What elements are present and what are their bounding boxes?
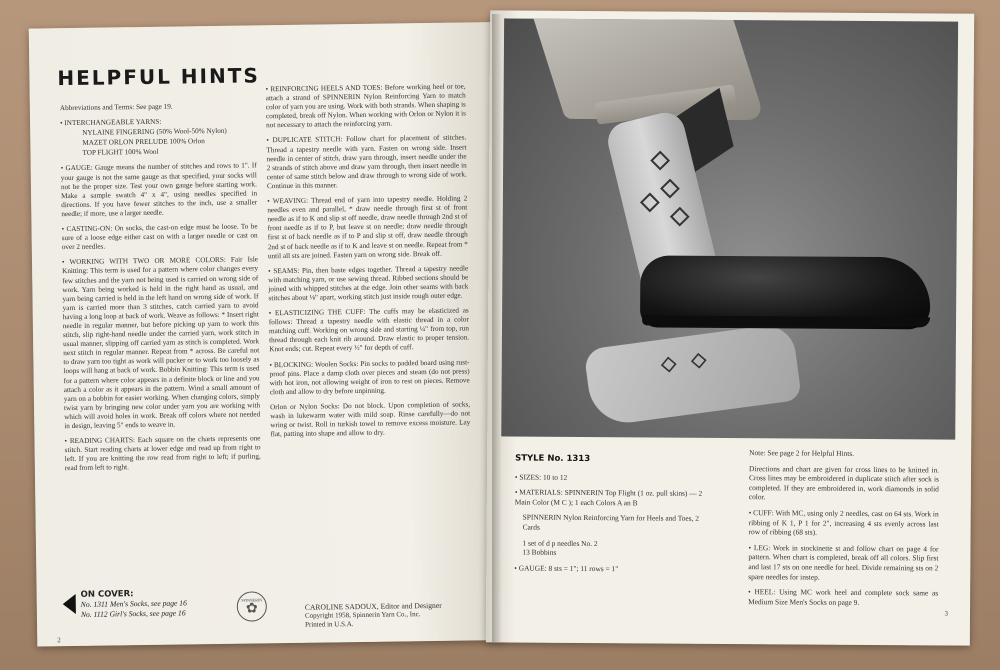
editor-credit: CAROLINE SADOUX, Editor and Designer [304, 600, 442, 612]
seams-hint: • SEAMS: Pin, then baste edges together. Thread a tapestry needle with matching yarn, or use sewing thread. Ribbed sections should be joined with whipped stitches at the edge. Join other seams with back stitches about ⅛" apart, working stitch just inside rough outer edge. [268, 264, 469, 303]
logo-text: SPINNERIN [241, 596, 263, 603]
arrow-left-icon [63, 594, 76, 614]
yarn-item: MAZET ORLON PRELUDE 100% Orlon [82, 137, 205, 148]
shoe-sole [642, 315, 930, 327]
cuff-text: • CUFF: With MC, using only 2 needles, cast on 64 sts. Work in ribbing of K 1, P 1 for 2", increasing 4 sts evenly across last row of ribbing (68 sts). [748, 508, 939, 537]
gauge-text: • GAUGE: 8 sts = 1"; 11 rows = 1" [514, 563, 619, 573]
orlon-nylon-hint: Orlon or Nylon Socks: Do not block. Upon completion of socks, wash in lukewarm water with mild soap. Rinse carefully—do not wring or twist. Roll in turkish towel to remove excess moisture. Lay flat, patting into shape and allow to dry. [269, 400, 471, 439]
bobbins-text: 13 Bobbins [522, 547, 557, 557]
sock-photo [501, 18, 958, 439]
heel-text: • HEEL: Using MC work heel and complete sock same as Medium Size Men's Socks on page 9. [748, 587, 939, 607]
style-number: STYLE No. 1313 [515, 453, 591, 465]
folded-sock [583, 322, 801, 427]
spinner-icon: ✿ [245, 600, 258, 617]
blocking-hint: • BLOCKING: Woolen Socks: Pin socks to padded board using rust-proof pins. Place a damp cloth over pieces and steam (do not press) with hot iron, not allowing weight of iron to rest on pieces. Remove cloth and allow to dry before unpinning. [269, 357, 470, 397]
abbreviations-text: Abbreviations and Terms: See page 19. [59, 102, 173, 113]
casting-on-hint: • CASTING-ON: On socks, the cast-on edge must be loose. To be sure of a loose edge either cast on with a larger needle or cast on over 2 needles. [61, 222, 258, 252]
yarn-item: TOP FLIGHT 100% Wool [82, 148, 159, 158]
reading-charts-hint: • READING CHARTS: Each square on the charts represents one stitch. Start reading charts at lower edge and read up from right to left. If you are knitting the row read from right to left; if purling, read from left to right. [64, 434, 261, 473]
gauge-hint: • GAUGE: Gauge means the number of stitches and rows to 1". If your gauge is not the same gauge as that specified, your socks will not be the proper size. Test your own gauge before starting work. Make a sample swatch 4" x 4", using needles specified in directions. If you have fewer stitches to the inch, use a smaller needle; if more, use a larger needle. [60, 161, 258, 219]
page-number: 3 [944, 609, 949, 618]
on-cover-line: No. 1311 Men's Socks, see page 16 [80, 598, 187, 609]
note-text: Note: See page 2 for Helpful Hints. [749, 448, 855, 458]
sizes-text: • SIZES: 10 to 12 [514, 472, 568, 482]
duplicate-stitch-hint: • DUPLICATE STITCH: Follow chart for placement of stitches. Thread a tapestry needle with yarn. Fasten on wrong side. Insert needle in center of stitch, draw yarn through, insert needle under the 2 strands of stitch above and draw yarn through, then insert needle in center of same stitch below and draw through to wrong side of work. Continue in this manner. [266, 133, 467, 191]
printed-text: Printed in U.S.A. [305, 620, 354, 629]
on-cover-box [81, 588, 188, 619]
left-column-2 [266, 82, 471, 445]
yarn-item: NYLAINE FINGERING (50% Wool-50% Nylon) [82, 126, 227, 138]
on-cover-line: No. 1112 Girl's Socks, see page 16 [80, 608, 186, 619]
needles-text: 1 set of d p needles No. 2 [522, 538, 598, 548]
nylon-yarn-text: SPINNERIN Nylon Reinforcing Yarn for Heels and Toes, 2 Cards [522, 512, 699, 532]
interchangeable-yarns-heading: • INTERCHANGEABLE YARNS: [60, 117, 162, 128]
weaving-hint: • WEAVING: Thread end of yarn into tapestry needle. Holding 2 needles even and parallel, * draw needle through first st of front needle as if to K and slip st off needle, draw needle through 2nd st of front needle as if to P, but leave st on needle; draw needle through first st of back needle as if to P and slip st off, draw needle through 2nd st of back needle as if to K and leave st on needle. Repeat from * until all sts are joined. Fasten yarn on wrong side. Break off. [267, 194, 468, 260]
page-title: HELPFUL HINTS [57, 63, 260, 91]
reinforcing-hint: • REINFORCING HEELS AND TOES: Before working heel or toe, attach a strand of SPINNERIN Nylon Reinforcing Yarn to match color of yarn you are using. Work with both strands. When shaping is completed, break off Nylon. When working with Orlon or Nylon it is not necessary to attach the reinforcing yarn. [265, 82, 467, 130]
right-page [486, 10, 974, 645]
book-spine [492, 14, 502, 642]
materials-text: • MATERIALS: SPINNERIN Top Flight (1 oz. pull skins) — 2 Main Color (M C ); 1 each Colors A an B [514, 487, 703, 508]
two-colors-hint: • WORKING WITH TWO OR MORE COLORS: Fair Isle Knitting: This term is used for a pattern where color changes every few stitches and the yarn not being used is carried on wrong side of work. Yarn being worked is held in the right hand as usual, and yarn being carried is held in the left hand on wrong side of work. If yarn is carried more than 3 stitches, catch carried yarn to avoid having a long loop at back of work. Weave as follows: * Insert right needle in regular manner, but before picking up yarn to work this stitch, slip right-hand needle under the carried yarn, work stitch in usual manner, slipping off carried yarn as stitch is completed. Work next stitch in regular manner. Repeat from * across. Be careful not to draw yarn too tight as work will pucker or to work too loosely as loops will hang at back of work. Bobbin Knitting: This term is used for a pattern where color appears in a definite block or line and you attach a color as it appears in the pattern. Wind a small amount of yarn on a bobbin for easier working. When changing colors, simply twist yarn by bringing new color under yarn you are working with which will avoid holes in work. Break off colors where not needed in design, leaving 5" ends to weave in. [61, 255, 261, 431]
copyright-text: Copyright 1958, Spinnerin Yarn Co., Inc. [304, 610, 421, 620]
leg-text: • LEG: Work in stockinette st and follow chart on page 4 for pattern. When chart is completed, break off all colors. Slip first and last 17 sts on one needle for heel. Divide remaining sts on 2 spare needles for instep. [748, 542, 939, 582]
credits [305, 601, 442, 630]
right-column-1 [514, 455, 715, 581]
elasticizing-hint: • ELASTICIZING THE CUFF: The cuffs may be elasticized as follows: Thread a tapestry needle with elastic thread in a color matching cuff. Working on wrong side and starting ¼" from top, run thread through each knit rib around. Draw elastic to proper tension. Knot ends; cut. Repeat every ½" for depth of cuff. [268, 306, 470, 354]
left-column-1 [60, 101, 261, 479]
on-cover-heading: ON COVER: [80, 589, 134, 600]
right-column-2 [748, 448, 939, 614]
directions-text: Directions and chart are given for cross lines to be knitted in. Cross lines may be embroidered in duplicate stitch after sock is completed. If they are embroidered in, work diamonds in solid color. [748, 463, 940, 502]
spinnerin-logo [237, 591, 267, 621]
left-page [29, 22, 506, 646]
page-number: 2 [57, 636, 61, 645]
